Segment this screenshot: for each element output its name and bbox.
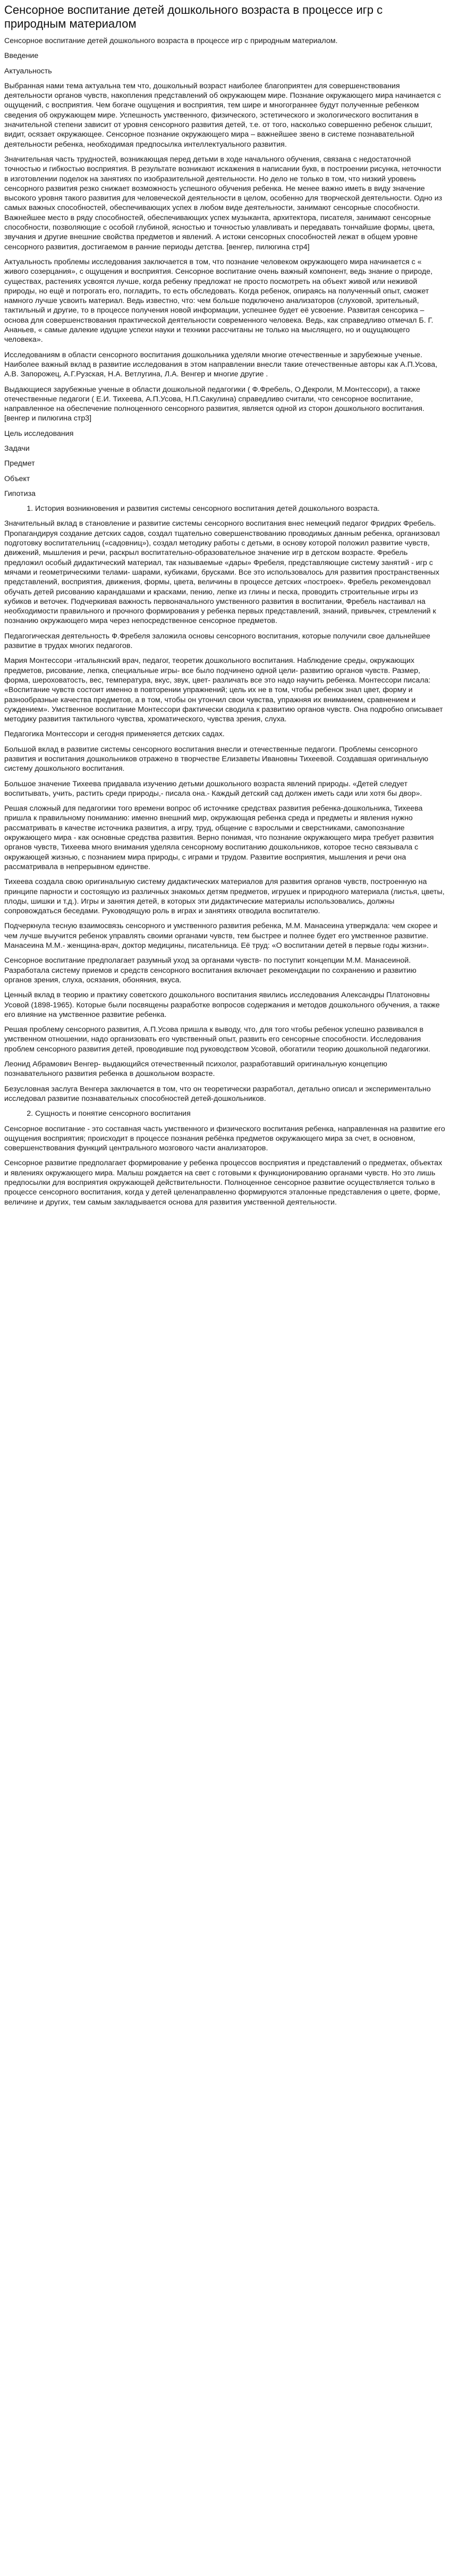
paragraph: Сенсорное развитие предполагает формирование у ребенка процессов восприятия и представлений о предметах, объектах и явлениях окружающего мира. Малыш рождается на свет с готовыми к функционированию органами чувств. Но это лишь предпосылки для восприятия окружающей действительности. Полноценное сенсорное развитие осуществляется только в процессе сенсорного воспитания, когда у детей целенаправленно формируются эталонные представления о цвете, форме, величине и других, тем самым закладывается основа для развития умственной деятельности. — [4, 1159, 443, 1207]
paragraph: Подчеркнула тесную взаимосвязь сенсорного и умственного развития ребенка, М.М. Манасеина утверждала: чем скорее и чем лучше выучится ребенок управлять своими органами чувств, тем быстрее и полнее будет его умственное развитие. Манасеина М.М.- женщина-врач, доктор медицины, писательница. Её труд: «О воспитании детей в первые годы жизни». — [4, 922, 438, 950]
paragraph: Актуальность проблемы исследования заключается в том, что познание человеком окружающего мира начинается с « живого созерцания», с ощущения и восприятия. Сенсорное воспитание очень важный компонент, ведь знание о природе, существах, растениях усвоятся лучше, когда ребенку предложат не просто посмотреть на объект живой или неживой природы, но ещё и потрогать его, погладить, то есть обследовать. Когда ребенок, опираясь на полученный опыт, сможет намного лучше усвоить материал. Ведь известно, что: чем больше подключено анализаторов (слуховой, зрительный, тактильный и другие, то в процессе получения новой информации, успешнее будет её усвоение. Развитая сенсорика – основа для совершенствования практической деятельности современного человека. Ведь, как справедливо отмечал Б. Г. Ананьев, « самые далекие идущие успехи науки и техники рассчитаны не только на мыслящего, но и ощущающего человека». — [4, 257, 434, 344]
document — [0, 0, 450, 1223]
document-body — [4, 36, 446, 1207]
paragraph: Решая сложный для педагогики того времени вопрос об источнике средствах развития ребенка-дошкольника, Тихеева пришла к правильному пониманию: именно внешний мир, окружающая ребенка среда и предметы и явления нужно рассматривать в качестве источника развития, а игру, труд, общение с взрослыми и сверстниками, самопознание окружающего мира - как основные средства развития. Верно понимая, что познание окружающего мира требует развития органов чувств, Тихеева много внимания уделяла сенсорному воспитанию дошкольников, которое тесно связывала с окружающей жизнью, с познанием мира природы, с играми и трудом. Развитие восприятия, мышления и речи она рассматривала в непрерывном единстве. — [4, 804, 434, 871]
paragraph: Ценный вклад в теорию и практику советского дошкольного воспитания явились исследования Александры Платоновны Усовой (1898-1965). Которые были посвящены разработке вопросов содержания и методов дошкольного обучения, а также его влияние на умственное развитие ребенка. — [4, 991, 440, 1019]
paragraph: Значительная часть трудностей, возникающая перед детьми в ходе начального обучения, связана с недостаточной точностью и гибкостью восприятия. В результате возникают искажения в написании букв, в построении рисунка, неточности в изготовлении поделок на занятиях по изобразительной деятельности. Но дело не только в том, что низкий уровень сенсорного развития резко снижает возможность успешного обучения ребенка. Не менее важно иметь в виду значение высокого уровня такого развития для человеческой деятельности в целом, особенно для творческой деятельности. Одно из самых важных способностей, обеспечивающих успех в любом виде деятельности, занимают сенсорные способности. Важнейшее место в ряду способностей, обеспечивающих успех музыканта, архитектора, писателя, занимают сенсорные способности, позволяющие с особой глубиной, ясностью и точностью улавливать и передавать тончайшие формы, цвета, звучания и другие внешние свойства предметов и явлений. А истоки сенсорных способностей лежат в общем уровне сенсорного развития, достигаемом в ранние периоды детства. [венгер, пилюгина стр4] — [4, 155, 443, 251]
page-title: Сенсорное воспитание детей дошкольного возраста в процессе игр с природным материалом — [4, 3, 383, 30]
numbered-heading — [4, 1109, 446, 1118]
paragraph: Введение — [4, 52, 39, 61]
paragraph: Значительный вклад в становление и развитие системы сенсорного воспитания внес немецкий педагог Фридрих Фребель. Пропагандируя создание детских садов, создал тщательно совершенствованию проводимых данным ребенка, организовал подготовку воспитательниц («садовниц»), создал методику работы с детьми, в основу которой положил развитие чувств, движений, мышления и речи, раскрыл воспитательно-образовательное значение игр в детском возрасте. Фребель предложил особый дидактический материал, так называемые «дары» Фребеля, представляющие систему занятий - игр с мячами и геометрическими телами- шарами, кубиками, брусками. Все это использовалось для развития пространственных представлений, восприятия, движения, формы, цвета, величины в процессе детских «построек». Фребель рекомендовал обучать детей рисованию карандашами и красками, пению, лепке из глины и песка, проводить строительные игры из кубиков и веточек. Подчеркивая важность первоначального умственного развития в воспитании, Фребель настаивал на необходимости правильного и прочного формирования у ребенка первых представлений, знаний, привычек, стремлений к познанию окружающего мира через непосредственное сенсорное предметов. — [4, 519, 440, 626]
paragraph: Предмет — [4, 459, 35, 468]
paragraph: Педагогика Монтессори и сегодня применяется детских садах. — [4, 730, 225, 739]
numbered-heading-item: 2. Сущность и понятие сенсорного воспитания — [35, 1109, 446, 1118]
numbered-heading-item: 1. История возникновения и развития системы сенсорного воспитания детей дошкольного возраста. — [35, 504, 446, 513]
paragraph: Решая проблему сенсорного развития, А.П.Усова пришла к выводу, что, для того чтобы ребенок успешно развивался в умственном отношении, надо организовать его чувственный опыт, развить его сенсорные способности. Исследования проблем сенсорного развития детей, проводившие под руководством Усовой, обогатили теорию дошкольной педагогики. — [4, 1025, 430, 1054]
paragraph: Сенсорное воспитание - это составная часть умственного и физического воспитания ребенка, направленная на развитие его ощущения восприятия; происходит в процессе познания ребёнка предметов окружающего мира за счет, в основном, совершенствования функций центрального мозгового части анализаторов. — [4, 1124, 445, 1153]
paragraph: Объект — [4, 474, 30, 483]
paragraph: Задачи — [4, 444, 30, 453]
paragraph: Большое значение Тихеева придавала изучению детьми дошкольного возраста явлений природы. «Детей следует воспитывать, учить, растить среди природы,- писала она.- Каждый детский сад должен иметь сади или хотя бы двор». — [4, 779, 422, 798]
paragraph: Сенсорное воспитание детей дошкольного возраста в процессе игр с природным материалом. — [4, 37, 338, 45]
paragraph: Исследованиям в области сенсорного воспитания дошкольника уделяли многие отечественные и зарубежные ученые. Наиболее важный вклад в развитие исследования в этом направлении внесли такие отечественные авторы как А.П.Усова, А.В. Запорожец, А.Г.Рузская, Н.А. Ветлугина, Л.А. Венгер и многие другие . — [4, 350, 438, 379]
paragraph: Безусловная заслуга Венгера заключается в том, что он теоретически разработал, детально описал и экспериментально исследовал развитие познавательных способностей детей-дошкольников. — [4, 1084, 431, 1103]
paragraph: Сенсорное воспитание предполагает разумный уход за органами чувств- по поступит концепции М.М. Манасеиной. Разработала систему приемов и средств сенсорного воспитания включает рекомендации по сохранению и развитию органов зрения, слуха, осязания, обоняния, вкуса. — [4, 956, 417, 984]
numbered-heading — [4, 504, 446, 513]
paragraph: Выдающиеся зарубежные ученые в области дошкольной педагогики ( Ф.Фребель, О.Декроли, М.Монтессори), а также отечественные педагоги ( Е.И. Тихеева, А.П.Усова, Н.П.Сакулина) справедливо считали, что сенсорное воспитание, направленное на обеспечение полноценного сенсорного развития, является одной из сторон дошкольного воспитания.[венгер и пилюгина стр3] — [4, 385, 424, 423]
paragraph: Цель исследования — [4, 429, 74, 438]
paragraph: Актуальность — [4, 66, 52, 75]
paragraph: Большой вклад в развитие системы сенсорного воспитания внесли и отечественные педагоги. Проблемы сенсорного развития и воспитания дошкольников отражено в творчестве Елизаветы Ивановны Тихеевой. Создавшая оригинальную систему дошкольного воспитания. — [4, 745, 429, 773]
paragraph: Мария Монтессори -итальянский врач, педагог, теоретик дошкольного воспитания. Наблюдение среды, окружающих предметов, рисование, лепка, специальные игры- все было подчинено одной цели- развитию органов чувств. Размер, форма, шероховатость, вес, температура, вкус, звук, цвет- различать все это надо научить ребенка. Монтессори писала: «Воспитание чувств состоит именно в повторении упражнений; цель их не в том, чтобы ребенок знал цвет, форму и разнообразные качества предметов, а в том, чтобы он утончил свои чувства, упражняя их вниманием, сравнением и суждением». Умственное воспитание Монтессори фактически сводила к развитию органов чувств. Она подробно описывает методику развития тактильного чувства, хроматического, чувства зрения, слуха. — [4, 656, 443, 724]
paragraph: Гипотиза — [4, 489, 36, 498]
paragraph: Выбранная нами тема актуальна тем что, дошкольный возраст наиболее благоприятен для совершенствования деятельности органов чувств, накопления представлений об окружающем мире. Познание окружающего мира начинается с ощущений, с восприятия. Чем богаче ощущения и восприятия, тем шире и многограннее будут полученные ребенком сведения об окружающем мире. Успешность умственного, физического, эстетического и экологического воспитания в значительной степени зависит от уровня сенсорного развития детей, т.е. от того, насколько совершенно ребенок слышит, видит, осязает окружающее. Сенсорное познание окружающего мира – важнейшее звено в системе познавательной деятельности ребенка, необходимая предпосылка интеллектуального развития. — [4, 81, 441, 149]
paragraph: Тихеева создала свою оригинальную систему дидактических материалов для развития органов чувств, построенную на принципе парности и состоящую из различных знакомых детям предметов, игрушек и природного материала (листья, цветы, плоды, шишки и т.д.). Игры и занятия детей, в которых эти дидактические материалы использовались, должны сопровождаться беседами. Руководящую роль в играх и занятиях отводила воспитателю. — [4, 878, 445, 916]
paragraph: Педагогическая деятельность Ф.Фребеля заложила основы сенсорного воспитания, которые получили свое дальнейшее развитие в трудах многих педагогов. — [4, 632, 430, 651]
paragraph: Леонид Абрамович Венгер- выдающийся отечественный психолог, разработавший оригинальную концепцию познавательного развития ребенка в дошкольном возрасте. — [4, 1060, 387, 1079]
